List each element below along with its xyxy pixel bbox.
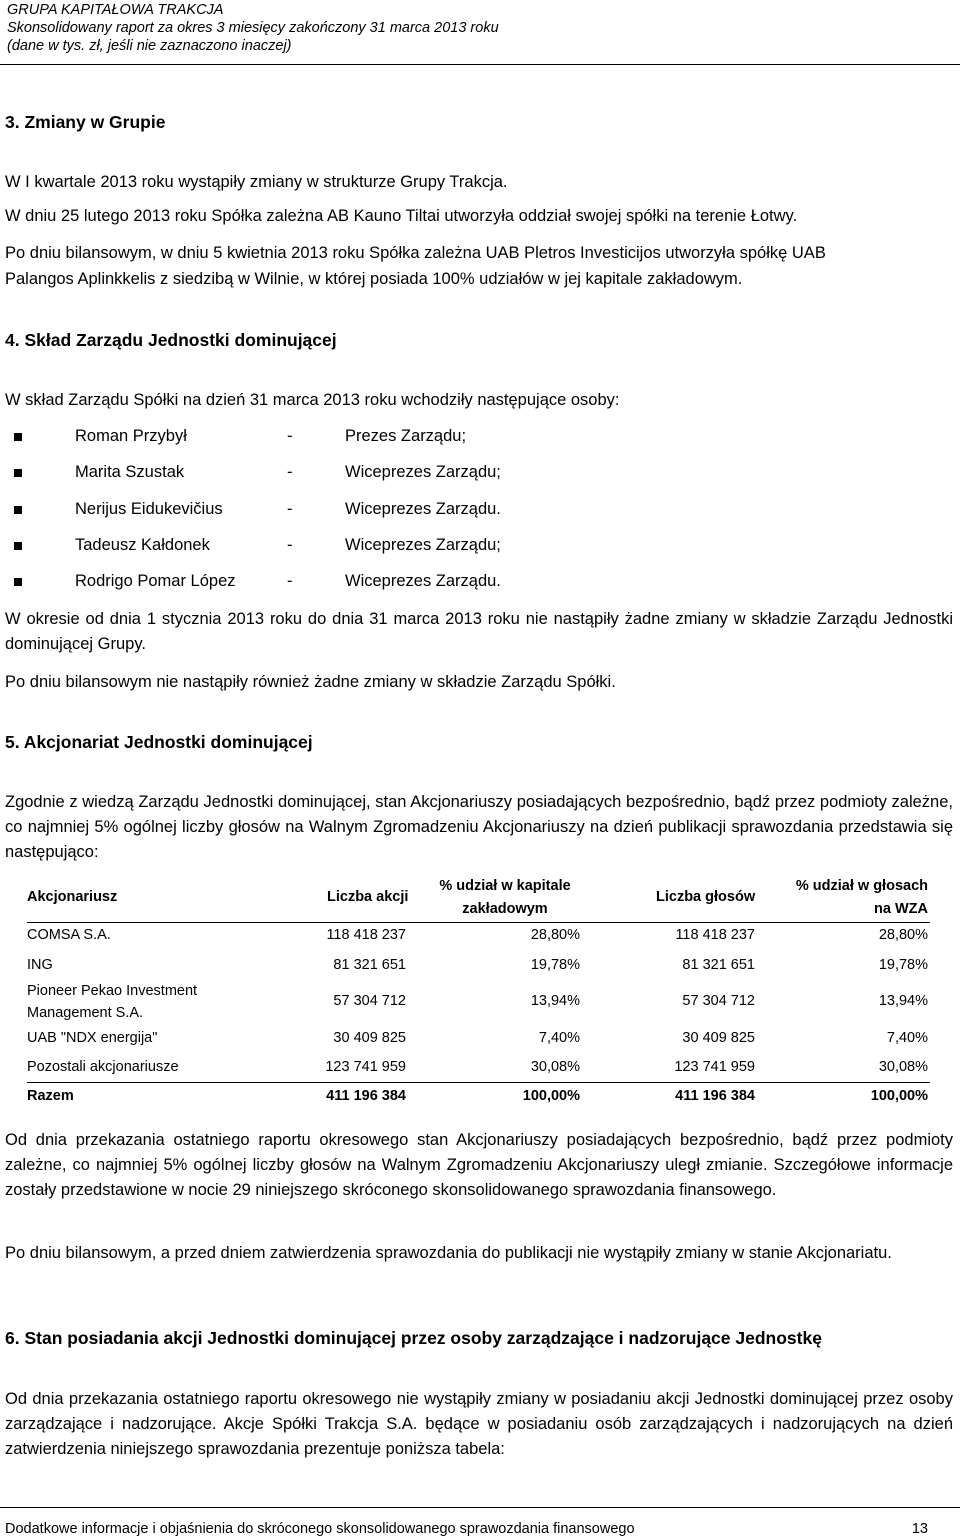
page-number: 13: [911, 1521, 928, 1537]
section-6-heading: 6. Stan posiadania akcji Jednostki dominującej przez osoby zarządzające i nadzorujące Jednostkę: [5, 1328, 822, 1348]
cell-votes-pct: 7,40%: [886, 1030, 928, 1046]
cell-votes-pct: 28,80%: [878, 927, 928, 943]
col-header-votes-pct-line-2: na WZA: [874, 901, 928, 917]
col-header-shareholder: Akcjonariusz: [27, 889, 118, 905]
member-role: Prezes Zarządu;: [345, 427, 467, 445]
member-name: Nerijus Eidukevičius: [75, 500, 223, 518]
member-name: Tadeusz Kałdonek: [75, 536, 210, 554]
footer-divider: [0, 1507, 960, 1508]
cell-total-label: Razem: [27, 1088, 74, 1104]
bullet-icon: [14, 433, 22, 441]
cell-votes-pct: 30,08%: [878, 1059, 928, 1075]
cell-total-votes-pct: 100,00%: [870, 1088, 928, 1104]
cell-votes: 57 304 712: [682, 993, 755, 1009]
member-name: Marita Szustak: [75, 463, 185, 481]
col-header-votes: Liczba głosów: [656, 889, 756, 905]
member-dash: -: [287, 572, 293, 590]
cell-capital-pct: 19,78%: [530, 957, 580, 973]
cell-votes: 123 741 959: [674, 1059, 755, 1075]
member-dash: -: [287, 463, 293, 481]
col-header-capital-pct-line-2: zakładowym: [462, 901, 548, 917]
cell-total-votes: 411 196 384: [675, 1088, 755, 1104]
cell-shares: 30 409 825: [333, 1030, 406, 1046]
cell-shareholder-line-2: Management S.A.: [27, 1005, 144, 1021]
col-header-capital-pct-line-1: % udział w kapitale: [439, 878, 571, 894]
section-3-paragraph-2: W dniu 25 lutego 2013 roku Spółka zależna AB Kauno Tiltai utworzyła oddział swojej spółki na terenie Łotwy.: [5, 207, 798, 225]
section-6-paragraph: Od dnia przekazania ostatniego raportu okresowego nie wystąpiły zmiany w posiadaniu akcji Jednostki dominującej przez osoby zarządzające i nadzorujące. Akcje Spółki Trakcja S.A. będące w posiadaniu osób zarządzających i nadzorujących na dzień zatwierdzenia niniejszego sprawozdania prezentuje poniższa tabela:: [5, 1390, 953, 1458]
cell-shareholder: UAB "NDX energija": [27, 1030, 158, 1046]
cell-shares: 123 741 959: [325, 1059, 406, 1075]
section-5-change-paragraph: Od dnia przekazania ostatniego raportu okresowego stan Akcjonariuszy posiadających bezpośrednio, bądź przez podmioty zależne, co najmniej 5% ogólnej liczby głosów na Walnym Zgromadzeniu Akcjonariuszy uległ zmianie. Szczegółowe informacje zostały przedstawione w nocie 29 niniejszego skróconego skonsolidowanego sprawozdania finansowego.: [5, 1131, 953, 1199]
cell-votes: 118 418 237: [675, 927, 755, 943]
section-3-paragraph-1: W I kwartale 2013 roku wystąpiły zmiany w strukturze Grupy Trakcja.: [5, 173, 508, 191]
section-4-after-date-paragraph: Po dniu bilansowym nie nastąpiły również żadne zmiany w składzie Zarządu Spółki.: [5, 673, 616, 691]
bullet-icon: [14, 578, 22, 586]
header-units: (dane w tys. zł, jeśli nie zaznaczono inaczej): [7, 38, 292, 54]
member-dash: -: [287, 536, 293, 554]
section-4-heading: 4. Skład Zarządu Jednostki dominującej: [5, 330, 337, 350]
footer-text: Dodatkowe informacje i objaśnienia do skróconego skonsolidowanego sprawozdania finansowego: [5, 1521, 635, 1537]
member-role: Wiceprezes Zarządu;: [345, 463, 501, 481]
cell-shareholder: Pioneer Pekao Investment: [27, 983, 198, 999]
bullet-icon: [14, 469, 22, 477]
member-dash: -: [287, 500, 293, 518]
member-dash: -: [287, 427, 293, 445]
cell-shares: 81 321 651: [333, 957, 406, 973]
section-5-heading: 5. Akcjonariat Jednostki dominującej: [5, 732, 313, 752]
cell-shares: 57 304 712: [333, 993, 406, 1009]
header-report: Skonsolidowany raport za okres 3 miesięcy zakończony 31 marca 2013 roku: [7, 20, 499, 36]
section-4-intro: W skład Zarządu Spółki na dzień 31 marca 2013 roku wchodziły następujące osoby:: [5, 391, 620, 409]
section-3-paragraph-3-line-1: Po dniu bilansowym, w dniu 5 kwietnia 2013 roku Spółka zależna UAB Pletros Investicijos utworzyła spółkę UAB: [5, 244, 826, 262]
cell-shares: 118 418 237: [326, 927, 406, 943]
cell-total-shares: 411 196 384: [326, 1088, 406, 1104]
section-5-intro: Zgodnie z wiedzą Zarządu Jednostki dominującej, stan Akcjonariuszy posiadających bezpośrednio, bądź przez podmioty zależne, co najmniej 5% ogólnej liczby głosów na Walnym Zgromadzeniu Akcjonariuszy na dzień publikacji sprawozdania przedstawia się następująco:: [5, 793, 953, 861]
bullet-icon: [14, 506, 22, 514]
cell-capital-pct: 13,94%: [530, 993, 580, 1009]
col-header-shares: Liczba akcji: [327, 889, 409, 905]
header-company: GRUPA KAPITAŁOWA TRAKCJA: [7, 2, 224, 18]
cell-total-capital-pct: 100,00%: [522, 1088, 580, 1104]
cell-shareholder: ING: [27, 957, 53, 973]
table-total-divider: [27, 1082, 930, 1083]
member-role: Wiceprezes Zarządu.: [345, 572, 501, 590]
col-header-votes-pct-line-1: % udział w głosach: [795, 878, 928, 894]
member-role: Wiceprezes Zarządu;: [345, 536, 501, 554]
cell-capital-pct: 7,40%: [538, 1030, 580, 1046]
bullet-icon: [14, 542, 22, 550]
member-role: Wiceprezes Zarządu.: [345, 500, 501, 518]
cell-votes: 81 321 651: [682, 957, 755, 973]
section-4-no-change-paragraph: W okresie od dnia 1 stycznia 2013 roku do dnia 31 marca 2013 roku nie nastąpiły żadne zmiany w składzie Zarządu Jednostki dominującej Grupy.: [5, 610, 953, 653]
cell-shareholder: Pozostali akcjonariusze: [27, 1059, 179, 1075]
table-header-divider: [27, 922, 930, 923]
cell-capital-pct: 30,08%: [530, 1059, 580, 1075]
cell-votes-pct: 13,94%: [878, 993, 928, 1009]
cell-votes-pct: 19,78%: [878, 957, 928, 973]
member-name: Roman Przybył: [75, 427, 187, 445]
cell-shareholder: COMSA S.A.: [27, 927, 111, 943]
section-3-paragraph-3-line-2: Palangos Aplinkkelis z siedzibą w Wilnie, w której posiada 100% udziałów w jej kapitale zakładowym.: [5, 270, 743, 288]
member-name: Rodrigo Pomar López: [75, 572, 236, 590]
section-3-heading: 3. Zmiany w Grupie: [5, 112, 166, 132]
section-5-after-date-paragraph: Po dniu bilansowym, a przed dniem zatwierdzenia sprawozdania do publikacji nie wystąpiły zmiany w stanie Akcjonariatu.: [5, 1244, 892, 1262]
cell-capital-pct: 28,80%: [530, 927, 580, 943]
cell-votes: 30 409 825: [682, 1030, 755, 1046]
header-divider: [0, 64, 960, 65]
